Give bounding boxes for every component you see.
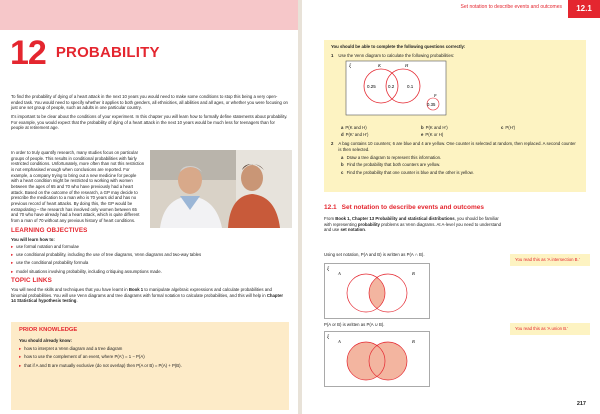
bullet-arrow-icon: ▸ xyxy=(19,362,22,368)
svg-text:ξ: ξ xyxy=(327,267,330,272)
question-2-parts xyxy=(341,155,579,176)
q1-part: d P(K′ and H′) xyxy=(341,131,369,137)
svg-text:A: A xyxy=(338,271,341,276)
intro-paragraph-1: To find the probability of dying of a heart attack in the next 10 years you would need to make some conditions to stop this being a very open-ended task. You would need to specify whether it applies to both genders, all ethnicities, all abilities and all ages, or whether you were focusing on just one set group of people, such as adults in one particular country. xyxy=(11,94,288,111)
objectives-intro: You will learn how to: xyxy=(11,237,55,243)
venn-label-h: H xyxy=(405,63,409,69)
left-page xyxy=(0,0,298,414)
objective-item: ▸ use conditional probability, including the use of tree diagrams, Venn diagrams and two-way tables xyxy=(11,252,202,258)
svg-text:ξ: ξ xyxy=(327,335,330,340)
topic-links-text: You will need the skills and techniques that you have learnt in Book 1 to manipulate algebraic expressions and calculate probabilities and binomial probabilities. You will use Venn diagrams and tree diagrams with formal notation to calculate probabilities, and this will help in Chapter 14 Statistical hypothesis testing. xyxy=(11,286,284,304)
chapter-title: PROBABILITY xyxy=(55,44,160,62)
svg-text:B: B xyxy=(412,339,415,344)
venn-intersection-diagram xyxy=(324,263,430,319)
intersection-text: Using set notation, P(A and B) is written as P(A ∩ B). xyxy=(324,252,425,257)
topic-links-title: TOPIC LINKS xyxy=(11,276,52,284)
svg-text:B: B xyxy=(412,271,415,276)
doctor-photo xyxy=(150,150,292,228)
questions-header: You should be able to complete the following questions correctly: xyxy=(331,44,466,49)
section-heading xyxy=(324,204,586,213)
bullet-arrow-icon: ▸ xyxy=(11,252,14,258)
prior-item: ▸ how to use the complement of an event, where P(A′) = 1 − P(A) xyxy=(19,354,145,360)
bullet-arrow-icon: ▸ xyxy=(11,244,14,249)
prerequisite-questions-box xyxy=(324,40,586,192)
q2-part: b Find the probability that both counters are yellow. xyxy=(341,162,441,168)
objectives-title: LEARNING OBJECTIVES xyxy=(11,226,88,234)
q2-part: a Draw a tree diagram to represent this information. xyxy=(341,154,442,160)
section-intro: From Book 1, Chapter 13 Probability and statistical distributions, you should be familiar with representing probability problems as Venn diagrams. At A-level you need to understand and use set notation. xyxy=(324,216,501,233)
prior-knowledge-intro: You should already know: xyxy=(19,337,72,343)
section-tab: 12.1 xyxy=(568,0,600,18)
objective-item: ▸ use the conditional probability formula xyxy=(11,260,89,266)
running-header: Set notation to describe events and outcomes xyxy=(460,4,562,10)
intersection-note: You read this as 'A intersection B.' xyxy=(510,254,590,266)
intro-paragraph-2: It's important to be clear about the conditions of your experiment. In this chapter you will learn how to formally define statements about probability. For example, you would expect that the probability of dying of a heart attack in the next 10 years would be much less for teenagers than for people at retirement age. xyxy=(11,114,288,131)
prior-knowledge-box xyxy=(11,322,289,410)
bullet-arrow-icon: ▸ xyxy=(19,346,22,352)
venn-label-k: K xyxy=(378,63,382,69)
doctor-photo-image xyxy=(150,150,292,228)
q1-part: c P(H′) xyxy=(501,125,516,131)
union-note: You read this as 'A union B.' xyxy=(510,323,590,335)
bullet-arrow-icon: ▸ xyxy=(19,354,22,360)
prior-item: ▸ how to interpret a Venn diagram and a tree diagram xyxy=(19,346,123,352)
objective-item: ▸ model situations involving probability, including critiquing assumptions made. xyxy=(11,268,162,274)
objectives-list xyxy=(11,244,289,307)
venn-union-diagram xyxy=(324,331,430,387)
section-title: Set notation to describe events and outcomes xyxy=(341,204,484,211)
venn-intersection-value: 0.2 xyxy=(388,84,395,90)
prior-item: ▸ that if A and B are mutually exclusive (do not overlap) then P(A or B) = P(A) + P(B). xyxy=(19,362,182,368)
question-2: 2 A bag contains 10 counters; 6 are blue and 4 are yellow. One counter is selected at random, then replaced. A second counter is then selected. xyxy=(331,141,576,153)
prior-knowledge-title: PRIOR KNOWLEDGE xyxy=(19,327,78,333)
intro-column xyxy=(11,150,145,246)
venn-universal-label: ξ xyxy=(349,64,352,70)
chapter-number: 12 xyxy=(10,34,46,72)
q1-part: e P(K or H) xyxy=(421,131,444,137)
section-number: 12.1 xyxy=(324,204,337,211)
venn-k-only-value: 0.25 xyxy=(367,84,376,90)
q1-part: b P(K and H′) xyxy=(421,125,448,131)
objective-item: ▸ use formal notation and formulae xyxy=(11,244,79,249)
venn-outside-value: 0.35 xyxy=(427,102,436,108)
bullet-arrow-icon: ▸ xyxy=(11,268,14,274)
intro-paragraph-3: In order to truly quantify research, many studies focus on particular groups of people. This results in conditional probabilities with fairly restricted conditions. Unfortunately, more often than not this restriction is not emphasised enough when conclusions are reported. For example, a company trying to bring out a new medicine for people with a heart condition might be restricted to working with women between the ages of 65 and 70 who have previously had a heart attack. Based on the outcome of the research, a GP may decide to prescribe the medication to a man who is 70 years old and has no previous record of heart attacks. By doing this, the GP would be extrapolating – the research has involved only women between 65 and 70 who have already had a heart attack, which is quite different from a man of 70 without any previous history of heart conditions. xyxy=(11,150,145,224)
top-band xyxy=(0,0,298,30)
question-1-parts xyxy=(341,125,579,137)
svg-text:P: P xyxy=(434,93,437,99)
venn-diagram-kh xyxy=(345,60,485,120)
bullet-arrow-icon: ▸ xyxy=(11,260,14,266)
question-1: 1 Use the Venn diagram to calculate the following probabilities: xyxy=(331,52,455,58)
union-text: P(A or B) is written as P(A ∪ B). xyxy=(324,322,385,327)
svg-text:A: A xyxy=(338,339,341,344)
page-number: 217 xyxy=(576,400,586,407)
intro-text xyxy=(11,94,289,134)
right-page xyxy=(302,0,600,414)
q2-part: c Find the probability that one counter is blue and the other is yellow. xyxy=(341,170,474,176)
q1-part: a P(K and H) xyxy=(341,125,367,131)
venn-h-only-value: 0.1 xyxy=(407,84,414,90)
chapter-heading xyxy=(10,35,240,71)
